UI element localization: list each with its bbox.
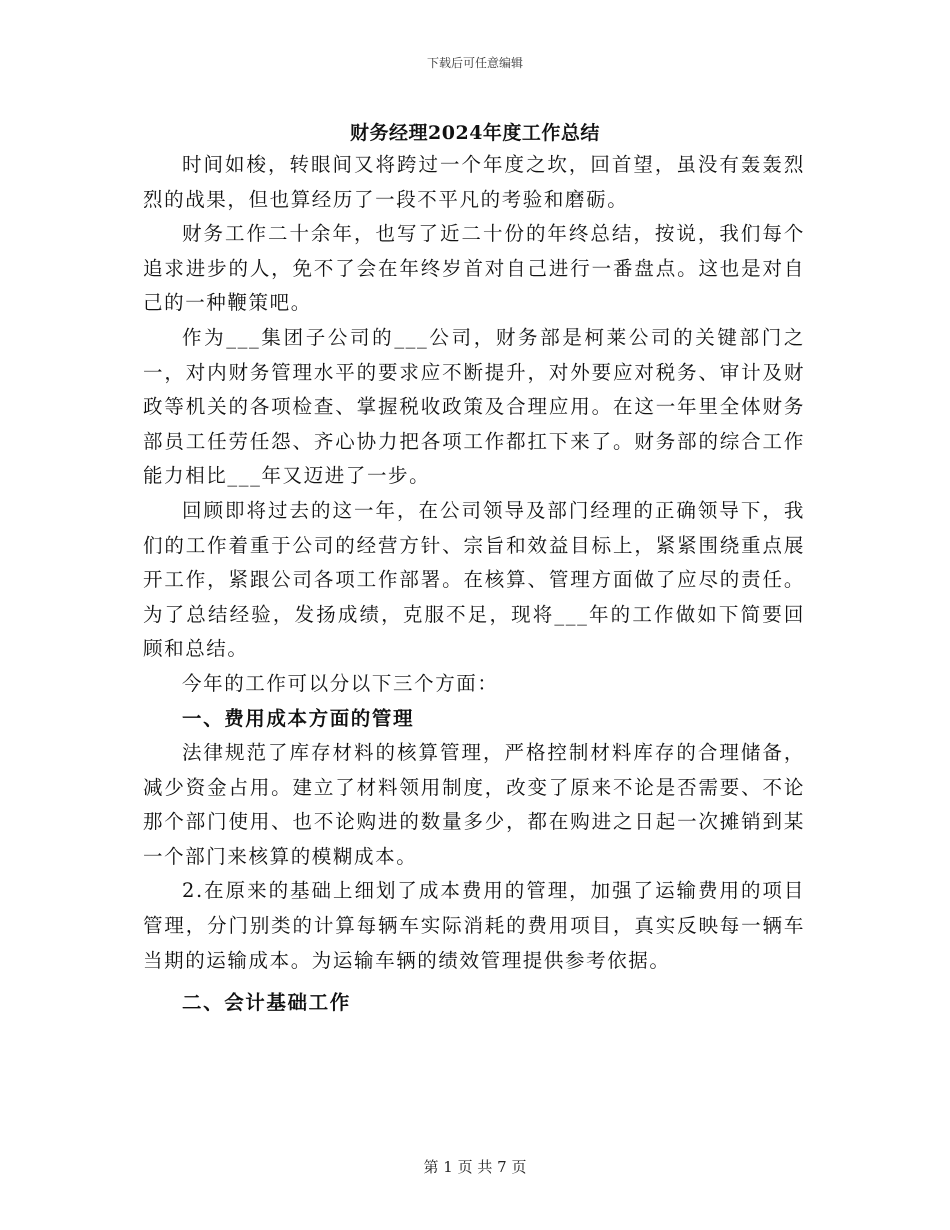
paragraph-department-role: 作为___集团子公司的___公司，财务部是柯莱公司的关键部门之一，对内财务管理水平的要求应不断提升，对外要应对税务、审计及财政等机关的各项检查、掌握税收政策及合理应用。在这一年里全体财务部员工任劳任怨、齐心协力把各项工作都扛下来了。财务部的综合工作能力相比___年又迈进了一步。 [143, 325, 805, 488]
section-heading-accounting-basics: 二、会计基础工作 [182, 991, 351, 1015]
page-header-note: 下载后可任意编辑 [426, 56, 523, 70]
paragraph-inventory-management: 法律规范了库存材料的核算管理，严格控制材料库存的合理储备，减少资金占用。建立了材料领用制度，改变了原来不论是否需要、不论那个部门使用、也不论购进的数量多少，都在购进之日起一次摊销到某一个部门来核算的模糊成本。 [143, 741, 805, 868]
paragraph-year-review: 回顾即将过去的这一年，在公司领导及部门经理的正确领导下，我们的工作着重于公司的经营方针、宗旨和效益目标上，紧紧围绕重点展开工作，紧跟公司各项工作部署。在核算、管理方面做了应尽的责任。为了总结经验，发扬成绩，克服不足，现将___年的工作做如下简要回顾和总结。 [143, 498, 805, 661]
paragraph-three-aspects: 今年的工作可以分以下三个方面： [182, 671, 499, 695]
document-body [143, 148, 805, 1021]
paragraph-intro: 时间如梭，转眼间又将跨过一个年度之坎，回首望，虽没有轰轰烈烈的战果，但也算经历了一段不平凡的考验和磨砺。 [143, 153, 805, 211]
paragraph-summary-habit: 财务工作二十余年，也写了近二十份的年终总结，按说，我们每个追求进步的人，免不了会在年终岁首对自己进行一番盘点。这也是对自己的一种鞭策吧。 [143, 222, 805, 315]
document-title: 财务经理2024年度工作总结 [350, 122, 600, 144]
paragraph-transport-cost: 2.在原来的基础上细划了成本费用的管理，加强了运输费用的项目管理，分门别类的计算每辆车实际消耗的费用项目，真实反映每一辆车当期的运输成本。为运输车辆的绩效管理提供参考依据。 [143, 879, 805, 972]
page-number-footer: 第 1 页 共 7 页 [423, 1158, 527, 1176]
section-heading-cost-management: 一、费用成本方面的管理 [182, 706, 415, 730]
